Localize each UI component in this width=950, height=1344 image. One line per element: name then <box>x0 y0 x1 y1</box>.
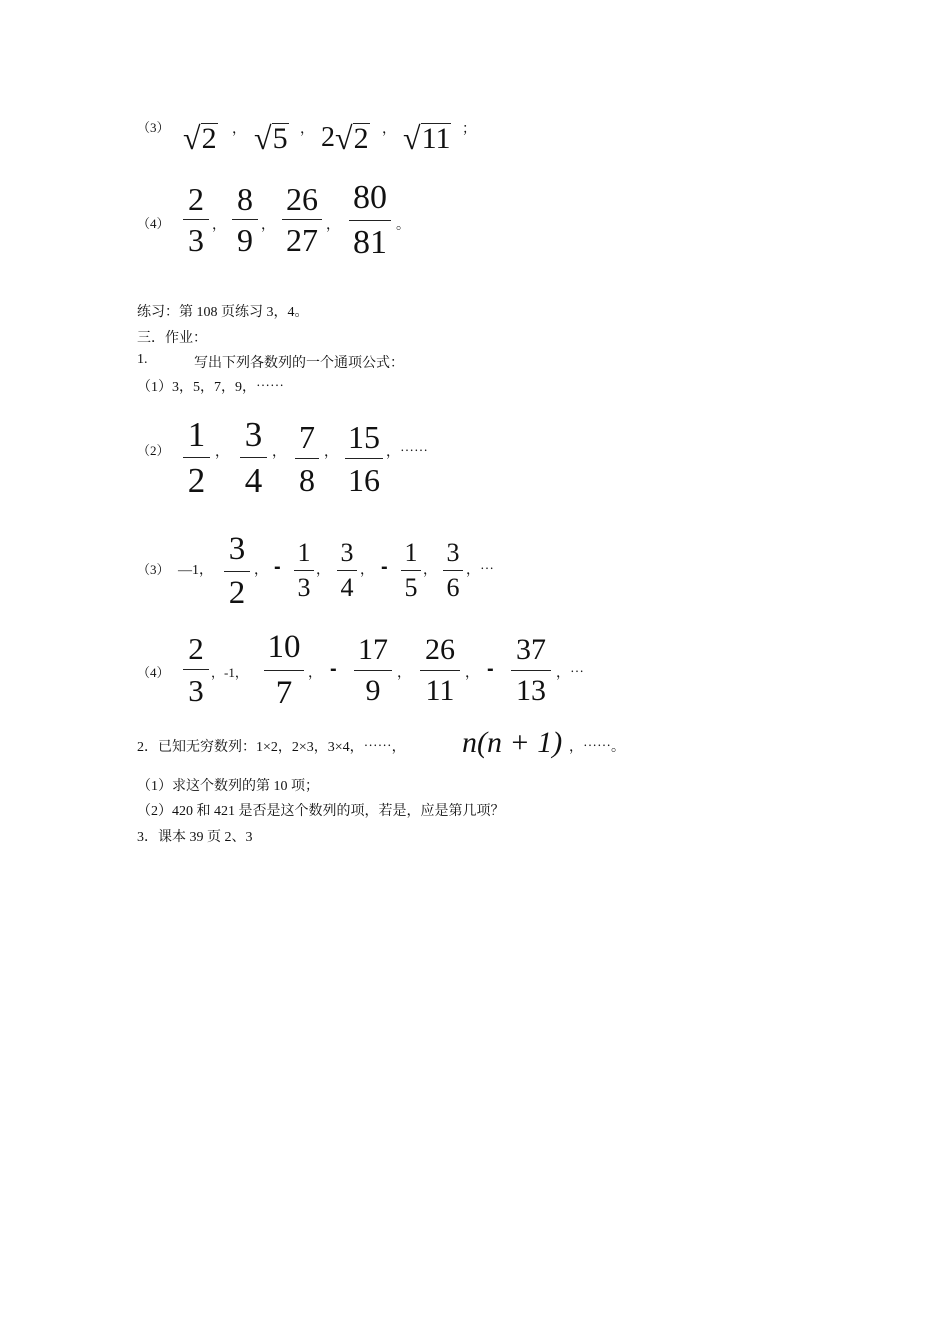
question-1-text: 写出下列各数列的一个通项公式： <box>194 356 404 371</box>
period: 。 <box>396 218 410 233</box>
sqrt-term: 2 √ 2 <box>321 120 369 156</box>
question-2-text: 2．已知无穷数列：1×2，2×3，3×4，⋯⋯， <box>137 740 406 755</box>
comma: ， <box>382 122 396 137</box>
comma: ， <box>324 445 338 460</box>
minus-sign: - <box>381 556 388 578</box>
fraction: 3 2 <box>224 533 250 610</box>
radicand: 2 <box>353 122 369 155</box>
minus-sign: - <box>487 658 494 680</box>
comma: ， <box>215 445 229 460</box>
comma: ， <box>212 218 226 233</box>
question-2-sub-2: （2）420 和 421 是否是这个数列的项，若是，应是第几项？ <box>137 804 505 819</box>
item-label: （4） <box>137 665 170 680</box>
fraction: 17 9 <box>354 635 392 706</box>
fraction: 3 4 <box>337 540 357 601</box>
comma: ， <box>326 218 340 233</box>
fraction: 1 3 <box>294 540 314 601</box>
comma: ， <box>465 666 479 681</box>
ellipsis: ，⋯⋯ <box>386 445 428 460</box>
fraction: 26 11 <box>420 635 460 706</box>
middle-term: ，-1， <box>211 665 248 680</box>
question-1-part-1: （1）3，5，7，9，⋯⋯ <box>137 380 284 395</box>
item-label: （3） <box>137 120 170 135</box>
practice-line: 练习：第 108 页练习 3，4。 <box>137 305 309 320</box>
item-label: （3） <box>137 562 170 577</box>
prefix-term: —1， <box>178 563 213 578</box>
fraction: 26 27 <box>282 183 322 256</box>
fraction: 1 2 <box>183 417 210 498</box>
radicand: 11 <box>421 122 451 155</box>
comma: ， <box>308 666 322 681</box>
homework-title: 三．作业： <box>137 331 207 346</box>
fraction: 3 6 <box>443 540 463 601</box>
sqrt-term: √ 5 <box>254 120 288 156</box>
fraction: 2 3 <box>183 183 209 256</box>
fraction: 1 5 <box>401 540 421 601</box>
semicolon: ； <box>462 122 476 137</box>
fraction: 3 4 <box>240 417 267 498</box>
comma: ， <box>360 563 374 578</box>
question-2-sub-1: （1）求这个数列的第 10 项； <box>137 779 319 794</box>
sqrt-term: √ 2 <box>183 120 217 156</box>
fraction: 37 13 <box>511 635 551 706</box>
comma: ， <box>397 666 411 681</box>
comma: ， <box>300 122 314 137</box>
fraction: 8 9 <box>232 183 258 256</box>
question-2-end: ，⋯⋯。 <box>569 740 625 755</box>
question-3-text: 3．课本 39 页 2、3 <box>137 830 253 845</box>
comma: ， <box>423 563 437 578</box>
general-term-formula: n(n + 1) <box>462 726 563 759</box>
question-1-number: 1. <box>137 352 148 367</box>
fraction: 10 7 <box>264 631 304 710</box>
coefficient: 2 <box>321 122 335 153</box>
item-label: （2） <box>137 443 170 458</box>
ellipsis: ，⋯ <box>556 666 584 681</box>
comma: ， <box>272 445 286 460</box>
fraction: 80 81 <box>349 181 391 260</box>
fraction: 7 8 <box>295 421 319 496</box>
fraction: 2 3 <box>183 633 209 706</box>
item-label: （4） <box>137 216 170 231</box>
minus-sign: - <box>330 658 337 680</box>
minus-sign: - <box>274 556 281 578</box>
ellipsis: ，⋯ <box>466 563 494 578</box>
comma: ， <box>316 563 330 578</box>
fraction: 15 16 <box>345 421 383 496</box>
sqrt-term: √ 11 <box>403 120 451 156</box>
comma: ， <box>254 563 268 578</box>
comma: ， <box>232 122 246 137</box>
comma: ， <box>261 218 275 233</box>
radicand: 2 <box>201 122 217 155</box>
radicand: 5 <box>272 122 288 155</box>
